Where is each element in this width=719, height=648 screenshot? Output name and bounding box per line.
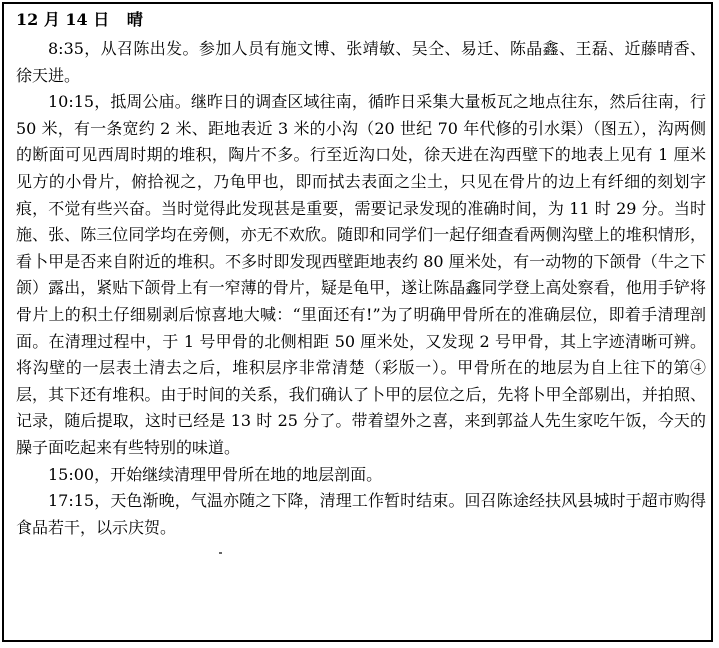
diary-entry-1500: 15:00，开始继续清理甲骨所在地的地层剖面。: [48, 464, 383, 484]
diary-entry-1715: 17:15，天色渐晚，气温亦随之下降，清理工作暂时结束。回召陈途经扶风县城时于超市购得食品若干，以示庆贺。: [16, 491, 706, 537]
diary-entry-0835: 8:35，从召陈出发。参加人员有施文博、张靖敏、吴仝、易迁、陈晶鑫、王磊、近藤晴香、徐天进。: [16, 39, 706, 85]
diary-weather: 晴: [126, 10, 143, 29]
diary-page: [2, 2, 713, 642]
diary-entry-1015: 10:15，抵周公庙。继昨日的调查区域往南，循昨日采集大量板瓦之地点往东，然后往南，行 50 米，有一条宽约 2 米、距地表近 3 米的小沟（20 世纪 70 年代修的引水渠）（图五），沟两侧的断面可见西周时期的堆积，陶片不多。行至近沟口处，徐天进在沟西壁下的地表上见有 1 厘米见方的小骨片，俯拾视之，乃龟甲也，即而拭去表面之尘土，只见在骨片的边上有纤细的刻划字痕，不觉有些兴奋。当时觉得此发现甚是重要，需要记录发现的准确时间，为 11 时 29 分。当时施、张、陈三位同学均在旁侧，亦无不欢欣。随即和同学们一起仔细查看两侧沟壁上的堆积情形，看卜甲是否来自附近的堆积。不多时即发现西壁距地表约 80 厘米处，有一动物的下颌骨（牛之下颌）露出，紧贴下颌骨上有一窄薄的骨片，疑是龟甲，遂让陈晶鑫同学登上高处察看，他用手铲将骨片上的积土仔细剔剥后惊喜地大喊：“里面还有!”为了明确甲骨所在的准确层位，即着手清理剖面。在清理过程中，于 1 号甲骨的北侧相距 50 厘米处，又发现 2 号甲骨，其上字迹清晰可辨。将沟壁的一层表土清去之后，堆积层序非常清楚（彩版一）。甲骨所在的地层为自上往下的第④层，其下还有堆积。由于时间的关系，我们确认了卜甲的层位之后，先将卜甲全部剔出，并拍照、记录，随后提取，这时已经是 13 时 25 分了。带着望外之喜，来到郭益人先生家吃午饭，今天的臊子面吃起来有些特别的味道。: [16, 92, 706, 457]
diary-header: [16, 8, 143, 32]
diary-date: 12 月 14 日: [16, 10, 110, 29]
stray-mark: [219, 552, 222, 554]
diary-body: [16, 36, 706, 541]
